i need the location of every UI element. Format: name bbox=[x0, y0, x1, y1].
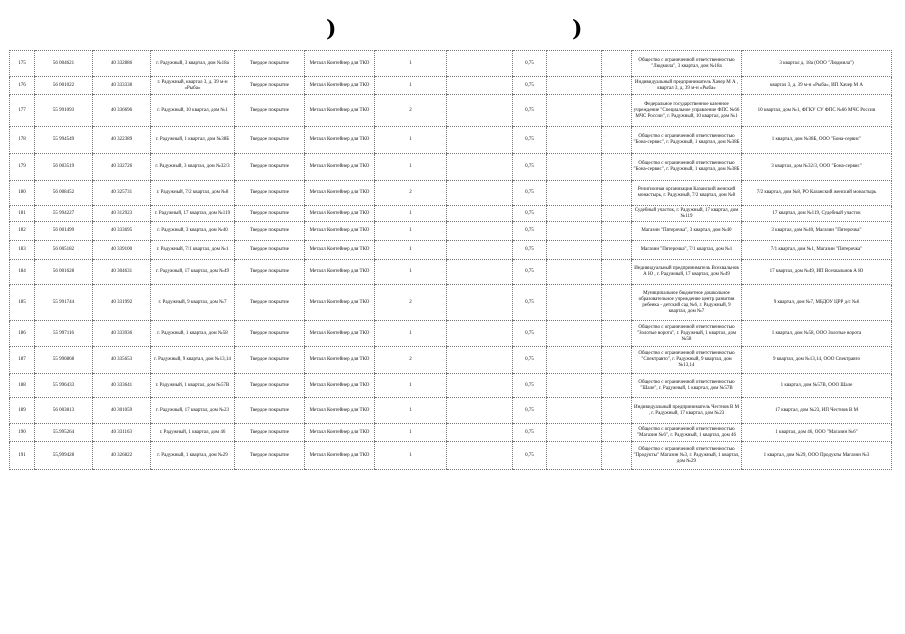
site-address: г. Радужный, 7/1 квартал, дом №1 bbox=[151, 241, 235, 260]
container-volume: 0,75 bbox=[513, 321, 547, 347]
container-type: Металл Контейнер для ТКО bbox=[305, 206, 375, 222]
table-row bbox=[10, 260, 892, 285]
empty-cell bbox=[447, 347, 513, 374]
empty-cell bbox=[602, 206, 632, 222]
container-volume: 0,75 bbox=[513, 206, 547, 222]
empty-cell bbox=[547, 374, 602, 398]
surface-type: Твердое покрытие bbox=[235, 424, 305, 442]
waste-source: 10 квартал, дом №1, ФГКУ СУ ФПС №66 МЧС России bbox=[742, 95, 892, 127]
longitude: 40 332886 bbox=[93, 51, 151, 77]
table-body bbox=[10, 51, 892, 470]
latitude: 56 008452 bbox=[35, 181, 93, 206]
waste-source: 1 квартал, дом №38Б, ООО "Бона-сервис" bbox=[742, 127, 892, 154]
empty-cell bbox=[602, 95, 632, 127]
empty-cell bbox=[447, 321, 513, 347]
waste-source: 1 квартал, дом №58, ООО Золотые ворота bbox=[742, 321, 892, 347]
empty-cell bbox=[602, 181, 632, 206]
empty-cell bbox=[602, 424, 632, 442]
longitude: 40 331163 bbox=[93, 424, 151, 442]
empty-cell bbox=[602, 154, 632, 181]
surface-type: Твердое покрытие bbox=[235, 374, 305, 398]
latitude: 55 997116 bbox=[35, 321, 93, 347]
longitude: 40 326822 bbox=[93, 442, 151, 470]
container-volume: 0,75 bbox=[513, 77, 547, 95]
empty-cell bbox=[447, 154, 513, 181]
site-address: г. Радужный, 1 квартал, дом 46 bbox=[151, 424, 235, 442]
latitude: 55 991744 bbox=[35, 285, 93, 321]
site-address: г. Радужный, 9 квартал, дом №7 bbox=[151, 285, 235, 321]
container-type: Металл Контейнер для ТКО bbox=[305, 222, 375, 241]
longitude: 40 331992 bbox=[93, 285, 151, 321]
table-row bbox=[10, 181, 892, 206]
container-volume: 0,75 bbox=[513, 347, 547, 374]
table-row bbox=[10, 442, 892, 470]
empty-cell bbox=[547, 260, 602, 285]
site-address: г. Радужный, 1 квартал, дом №38Б bbox=[151, 127, 235, 154]
row-number: 177 bbox=[10, 95, 35, 127]
owner-organization: Федеральное государственное казенное учреждение "Специальное управление ФПС №66 МЧС России", г. Радужный, 10 квартал, дом №1 bbox=[632, 95, 742, 127]
table-row bbox=[10, 241, 892, 260]
row-number: 189 bbox=[10, 398, 35, 424]
site-address: г. Радужный, 17 квартал, дом №23 bbox=[151, 398, 235, 424]
row-number: 178 bbox=[10, 127, 35, 154]
container-volume: 0,75 bbox=[513, 285, 547, 321]
longitude: 40 304631 bbox=[93, 260, 151, 285]
empty-cell bbox=[447, 398, 513, 424]
container-count: 1 bbox=[375, 51, 447, 77]
container-volume: 0,75 bbox=[513, 51, 547, 77]
table-row bbox=[10, 347, 892, 374]
container-count: 1 bbox=[375, 154, 447, 181]
surface-type: Твердое покрытие bbox=[235, 127, 305, 154]
container-type: Металл Контейнер для ТКО bbox=[305, 181, 375, 206]
row-number: 187 bbox=[10, 347, 35, 374]
empty-cell bbox=[447, 51, 513, 77]
latitude: 55 996433 bbox=[35, 374, 93, 398]
latitude: 56 005182 bbox=[35, 241, 93, 260]
empty-cell bbox=[547, 222, 602, 241]
empty-cell bbox=[547, 398, 602, 424]
container-count: 1 bbox=[375, 241, 447, 260]
empty-cell bbox=[547, 181, 602, 206]
container-count: 1 bbox=[375, 424, 447, 442]
container-count: 1 bbox=[375, 206, 447, 222]
empty-cell bbox=[447, 77, 513, 95]
table-row bbox=[10, 424, 892, 442]
empty-cell bbox=[547, 127, 602, 154]
surface-type: Твердое покрытие bbox=[235, 260, 305, 285]
container-volume: 0,75 bbox=[513, 241, 547, 260]
latitude: 56 001022 bbox=[35, 77, 93, 95]
longitude: 40 333338 bbox=[93, 77, 151, 95]
table-row bbox=[10, 398, 892, 424]
container-volume: 0,75 bbox=[513, 95, 547, 127]
site-address: г. Радужный, 17 квартал, дом №49 bbox=[151, 260, 235, 285]
waste-source: 7/1 квартал, дом №1, Магазин "Пятерочка" bbox=[742, 241, 892, 260]
container-volume: 0,75 bbox=[513, 222, 547, 241]
owner-organization: Магазин "Пятерочка", 3 квартал, дом №40 bbox=[632, 222, 742, 241]
longitude: 40 322389 bbox=[93, 127, 151, 154]
owner-organization: Общество с ограниченной ответственностью "Бона-сервис", г. Радужный, 1 квартал, дом №38Б bbox=[632, 127, 742, 154]
empty-cell bbox=[602, 398, 632, 424]
table-row bbox=[10, 374, 892, 398]
owner-organization: Общество с ограниченной ответственностью "Продукты" Магазин №3, г. Радужный, 1 квартал, дом №29 bbox=[632, 442, 742, 470]
owner-organization: Индивидуальный предприниматель Хачер М А , квартал 3, д. 39 м-н «Рыба» bbox=[632, 77, 742, 95]
site-address: г. Радужный, 10 квартал, дом №1 bbox=[151, 95, 235, 127]
container-type: Металл Контейнер для ТКО bbox=[305, 77, 375, 95]
container-volume: 0,75 bbox=[513, 374, 547, 398]
container-count: 2 bbox=[375, 95, 447, 127]
empty-cell bbox=[447, 95, 513, 127]
empty-cell bbox=[547, 154, 602, 181]
container-type: Металл Контейнер для ТКО bbox=[305, 442, 375, 470]
empty-cell bbox=[447, 181, 513, 206]
owner-organization: Индивидуальный предприниматель Честнов В М , г. Радужный, 17 квартал, дом №23 bbox=[632, 398, 742, 424]
latitude: 56 004621 bbox=[35, 51, 93, 77]
owner-organization: Общество с ограниченной ответственностью "Шале", г. Радужный, 1 квартал, дом №57В bbox=[632, 374, 742, 398]
longitude: 40 312923 bbox=[93, 206, 151, 222]
container-type: Металл Контейнер для ТКО bbox=[305, 51, 375, 77]
site-address: г. Радужный, 17 квартал, дом №119 bbox=[151, 206, 235, 222]
surface-type: Твердое покрытие bbox=[235, 51, 305, 77]
table-row bbox=[10, 321, 892, 347]
empty-cell bbox=[602, 374, 632, 398]
latitude: 56 001499 bbox=[35, 222, 93, 241]
site-address: г. Радужный, 1 квартал, дом №29 bbox=[151, 442, 235, 470]
container-count: 1 bbox=[375, 260, 447, 285]
owner-organization: Общество с ограниченной ответственностью "Магазин №6", г. Радужный, 1 квартал, дом 46 bbox=[632, 424, 742, 442]
table-row bbox=[10, 77, 892, 95]
waste-source: 1 квартал, дом 46, ООО "Магазин №6" bbox=[742, 424, 892, 442]
waste-source: 1 квартал, дом №29, ООО Продукты Магазин №3 bbox=[742, 442, 892, 470]
surface-type: Твердое покрытие bbox=[235, 95, 305, 127]
container-count: 2 bbox=[375, 285, 447, 321]
latitude: 55 990868 bbox=[35, 347, 93, 374]
site-address: г. Радужный, 3 квартал, дом №32/3 bbox=[151, 154, 235, 181]
longitude: 40 325731 bbox=[93, 181, 151, 206]
container-count: 1 bbox=[375, 222, 447, 241]
container-count: 1 bbox=[375, 374, 447, 398]
container-count: 1 bbox=[375, 321, 447, 347]
container-volume: 0,75 bbox=[513, 181, 547, 206]
empty-cell bbox=[602, 321, 632, 347]
empty-cell bbox=[447, 127, 513, 154]
empty-cell bbox=[447, 260, 513, 285]
empty-cell bbox=[602, 51, 632, 77]
container-count: 1 bbox=[375, 127, 447, 154]
surface-type: Твердое покрытие bbox=[235, 398, 305, 424]
surface-type: Твердое покрытие bbox=[235, 321, 305, 347]
longitude: 40 333936 bbox=[93, 321, 151, 347]
table-row bbox=[10, 222, 892, 241]
empty-cell bbox=[547, 206, 602, 222]
site-address: г. Радужный, 1 квартал, дом №58 bbox=[151, 321, 235, 347]
empty-cell bbox=[547, 95, 602, 127]
row-number: 183 bbox=[10, 241, 35, 260]
row-number: 180 bbox=[10, 181, 35, 206]
waste-source: 7/2 квартал, дом №8, РО Казанский женский монастырь bbox=[742, 181, 892, 206]
container-type: Металл Контейнер для ТКО bbox=[305, 260, 375, 285]
longitude: 40 339100 bbox=[93, 241, 151, 260]
container-volume: 0,75 bbox=[513, 127, 547, 154]
empty-cell bbox=[547, 424, 602, 442]
container-volume: 0,75 bbox=[513, 424, 547, 442]
container-type: Металл Контейнер для ТКО bbox=[305, 347, 375, 374]
empty-cell bbox=[602, 260, 632, 285]
site-address: г. Радужный, квартал 3, д. 39 м-н «Рыба» bbox=[151, 77, 235, 95]
owner-organization: Муниципальное бюджетное дошкольное образовательное учреждение центр развития ребенка - детский сад №6, г. Радужный, 9 квартал, дом №7 bbox=[632, 285, 742, 321]
empty-cell bbox=[547, 77, 602, 95]
container-volume: 0,75 bbox=[513, 398, 547, 424]
container-volume: 0,75 bbox=[513, 260, 547, 285]
owner-organization: Магазин "Пятерочка", 7/1 квартал, дом №1 bbox=[632, 241, 742, 260]
container-count: 1 bbox=[375, 77, 447, 95]
container-volume: 0,75 bbox=[513, 154, 547, 181]
site-address: г. Радужный, 1 квартал, дом №57В bbox=[151, 374, 235, 398]
table-row bbox=[10, 127, 892, 154]
container-type: Металл Контейнер для ТКО bbox=[305, 424, 375, 442]
empty-cell bbox=[602, 77, 632, 95]
site-address: г. Радужный, 7/2 квартал, дом №8 bbox=[151, 181, 235, 206]
empty-cell bbox=[447, 241, 513, 260]
empty-cell bbox=[447, 285, 513, 321]
row-number: 176 bbox=[10, 77, 35, 95]
container-type: Металл Контейнер для ТКО bbox=[305, 398, 375, 424]
row-number: 186 bbox=[10, 321, 35, 347]
longitude: 40 332726 bbox=[93, 154, 151, 181]
empty-cell bbox=[602, 241, 632, 260]
surface-type: Твердое покрытие bbox=[235, 442, 305, 470]
table-row bbox=[10, 206, 892, 222]
row-number: 184 bbox=[10, 260, 35, 285]
owner-organization: Общество с ограниченной ответственностью "Людмила", 3 квартал, дом №18а bbox=[632, 51, 742, 77]
site-address: г. Радужный, 3 квартал, дом №40 bbox=[151, 222, 235, 241]
owner-organization: Общество с ограниченной ответственностью "Бона-сервис", г. Радужный, 1 квартал, дом №38Б bbox=[632, 154, 742, 181]
empty-cell bbox=[447, 442, 513, 470]
surface-type: Твердое покрытие bbox=[235, 285, 305, 321]
empty-cell bbox=[447, 424, 513, 442]
latitude: 55.995264 bbox=[35, 424, 93, 442]
waste-source: 3 квартал д. 18а (ООО "Людмила") bbox=[742, 51, 892, 77]
empty-cell bbox=[602, 127, 632, 154]
latitude: 55 991093 bbox=[35, 95, 93, 127]
waste-source: 17 квартал, дом №119, Судебный участок bbox=[742, 206, 892, 222]
waste-source: 9 квартал, дом №13,14, ООО Спектравто bbox=[742, 347, 892, 374]
surface-type: Твердое покрытие bbox=[235, 347, 305, 374]
surface-type: Твердое покрытие bbox=[235, 77, 305, 95]
surface-type: Твердое покрытие bbox=[235, 241, 305, 260]
surface-type: Твердое покрытие bbox=[235, 222, 305, 241]
latitude: 55 994549 bbox=[35, 127, 93, 154]
container-type: Металл Контейнер для ТКО bbox=[305, 127, 375, 154]
longitude: 40 301059 bbox=[93, 398, 151, 424]
site-address: г. Радужный, 3 квартал, дом №18а bbox=[151, 51, 235, 77]
owner-organization: Общество с ограниченной ответственностью "Золотые ворота", г. Радужный, 1 квартал, дом №58 bbox=[632, 321, 742, 347]
table-row bbox=[10, 154, 892, 181]
latitude: 55,999428 bbox=[35, 442, 93, 470]
latitude: 56 003813 bbox=[35, 398, 93, 424]
row-number: 182 bbox=[10, 222, 35, 241]
punch-mark-right: ) bbox=[572, 16, 583, 42]
empty-cell bbox=[547, 347, 602, 374]
container-count: 2 bbox=[375, 347, 447, 374]
row-number: 181 bbox=[10, 206, 35, 222]
empty-cell bbox=[547, 241, 602, 260]
empty-cell bbox=[602, 285, 632, 321]
owner-organization: Общество с ограниченной ответственностью "Спектравто", г. Радужный, 9 квартал, дом №13,14 bbox=[632, 347, 742, 374]
waste-source: 3 квартал, дом №32/3, ООО "Бона-сервис" bbox=[742, 154, 892, 181]
container-type: Металл Контейнер для ТКО bbox=[305, 285, 375, 321]
surface-type: Твердое покрытие bbox=[235, 154, 305, 181]
container-type: Металл Контейнер для ТКО bbox=[305, 374, 375, 398]
site-address: г. Радужный, 9 квартал, дом №13,14 bbox=[151, 347, 235, 374]
empty-cell bbox=[602, 347, 632, 374]
container-type: Металл Контейнер для ТКО bbox=[305, 95, 375, 127]
latitude: 56 003519 bbox=[35, 154, 93, 181]
longitude: 40 335653 bbox=[93, 347, 151, 374]
empty-cell bbox=[447, 222, 513, 241]
empty-cell bbox=[602, 442, 632, 470]
empty-cell bbox=[447, 374, 513, 398]
owner-organization: Индивидуальный предприниматель Всехвальнов А Ю , г. Радужный, 17 квартал, дом №49 bbox=[632, 260, 742, 285]
container-count: 2 bbox=[375, 181, 447, 206]
table-row bbox=[10, 51, 892, 77]
latitude: 55 994227 bbox=[35, 206, 93, 222]
row-number: 191 bbox=[10, 442, 35, 470]
waste-sites-table bbox=[9, 50, 892, 470]
empty-cell bbox=[547, 442, 602, 470]
punch-mark-left: ) bbox=[326, 16, 337, 42]
row-number: 190 bbox=[10, 424, 35, 442]
empty-cell bbox=[447, 206, 513, 222]
waste-source: квартал 3, д. 39 м-н «Рыба», ИП Хачер М А bbox=[742, 77, 892, 95]
container-count: 1 bbox=[375, 398, 447, 424]
container-type: Металл Контейнер для ТКО bbox=[305, 241, 375, 260]
waste-source: 17 квартал, дом №23, ИП Честнов В М bbox=[742, 398, 892, 424]
waste-source: 9 квартал, дом №7, МБДОУ ЦРР д/с №6 bbox=[742, 285, 892, 321]
empty-cell bbox=[547, 285, 602, 321]
surface-type: Твердое покрытие bbox=[235, 206, 305, 222]
longitude: 40 336696 bbox=[93, 95, 151, 127]
row-number: 175 bbox=[10, 51, 35, 77]
latitude: 56 001628 bbox=[35, 260, 93, 285]
container-count: 1 bbox=[375, 442, 447, 470]
row-number: 188 bbox=[10, 374, 35, 398]
surface-type: Твердое покрытие bbox=[235, 181, 305, 206]
owner-organization: Судебный участок, г. Радужный, 17 квартал, дом №119 bbox=[632, 206, 742, 222]
waste-source: 1 квартал, дом №57В, ООО Шале bbox=[742, 374, 892, 398]
row-number: 185 bbox=[10, 285, 35, 321]
container-type: Металл Контейнер для ТКО bbox=[305, 154, 375, 181]
container-volume: 0,75 bbox=[513, 442, 547, 470]
empty-cell bbox=[547, 321, 602, 347]
waste-source: 17 квартал, дом №49, ИП Всехвальнов А Ю bbox=[742, 260, 892, 285]
table-row bbox=[10, 95, 892, 127]
owner-organization: Религиозная организация Казанский женский монастырь, г. Радужный, 7/2 квартал, дом №8 bbox=[632, 181, 742, 206]
waste-source: 3 квартал, дом №40, Магазин "Пятерочка" bbox=[742, 222, 892, 241]
table-row bbox=[10, 285, 892, 321]
empty-cell bbox=[547, 51, 602, 77]
longitude: 40 333641 bbox=[93, 374, 151, 398]
row-number: 179 bbox=[10, 154, 35, 181]
longitude: 40 333695 bbox=[93, 222, 151, 241]
empty-cell bbox=[602, 222, 632, 241]
container-type: Металл Контейнер для ТКО bbox=[305, 321, 375, 347]
